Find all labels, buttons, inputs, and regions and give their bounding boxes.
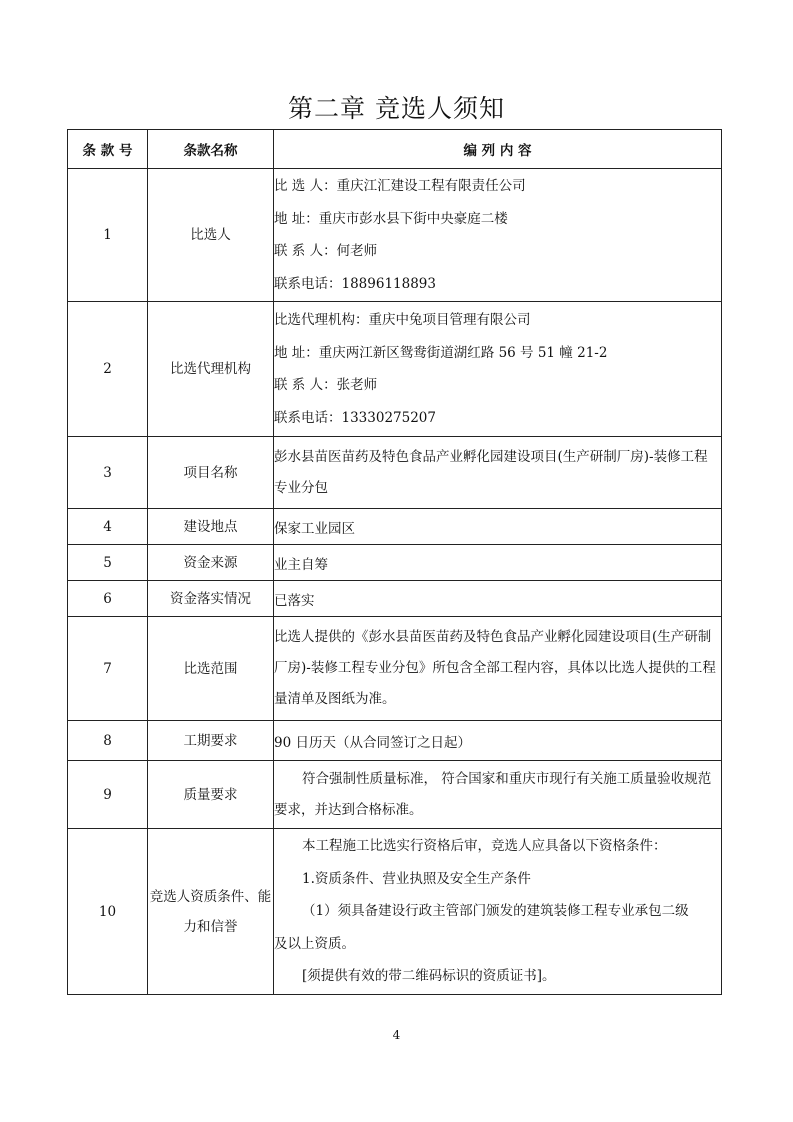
clause-content [274,437,722,509]
instructions-table [67,129,722,995]
clause-number: 3 [68,437,148,509]
table-row [68,437,722,509]
table-header-row [68,130,722,169]
table-row [68,302,722,437]
table-row [68,545,722,581]
content-line: 地 址：重庆市彭水县下街中央豪庭二楼 [274,210,508,227]
clause-number: 2 [68,302,148,437]
clause-name: 资金落实情况 [148,581,274,617]
clause-number: 6 [68,581,148,617]
clause-name: 建设地点 [148,509,274,545]
table-row [68,617,722,721]
content-line: [须提供有效的带二维码标识的资质证书]。 [302,968,556,985]
table-row [68,761,722,829]
table-row [68,581,722,617]
clause-number: 8 [68,721,148,761]
content-text: 90 日历天（从合同签订之日起） [274,734,471,751]
clause-number: 1 [68,169,148,302]
content-line: 比 选 人：重庆江汇建设工程有限责任公司 [274,178,526,194]
clause-number: 4 [68,509,148,545]
header-clause-no: 条 款 号 [68,130,148,169]
page-number: 4 [392,1028,401,1042]
content-line: 本工程施工比选实行资格后审，竞选人应具备以下资格条件： [302,838,667,855]
clause-content [274,545,722,581]
content-line: 1.资质条件、营业执照及安全生产条件 [302,870,531,887]
clause-content [274,829,722,995]
content-line: 联系电话：18896118893 [274,275,436,292]
clause-content [274,509,722,545]
table-row [68,509,722,545]
clause-name: 比选范围 [148,617,274,721]
content-text: 比选人提供的《彭水县苗医苗药及特色食品产业孵化园建设项目(生产研制厂房)-装修工程专业分包》所包含全部工程内容，具体以比选人提供的工程量清单及图纸为准。 [274,629,716,707]
table-row [68,829,722,995]
content-line: 及以上资质。 [274,935,355,952]
content-line: 比选代理机构：重庆中兔项目管理有限公司 [274,312,531,328]
clause-content [274,721,722,761]
content-line: 联 系 人：张老师 [274,377,378,393]
header-content: 编 列 内 容 [274,130,722,169]
clause-content [274,581,722,617]
clause-number: 5 [68,545,148,581]
clause-number: 9 [68,761,148,829]
content-text: 符合强制性质量标准， 符合国家和重庆市现行有关施工质量验收规范要求，并达到合格标准。 [274,770,712,818]
content-line: 联系电话：13330275207 [274,409,436,426]
clause-name: 项目名称 [148,437,274,509]
clause-number: 10 [68,829,148,995]
clause-content [274,302,722,437]
content-line: （1）须具备建设行政主管部门颁发的建筑装修工程专业承包二级 [302,903,689,920]
clause-name: 质量要求 [148,761,274,829]
clause-name: 比选人 [148,169,274,302]
content-text: 业主自筹 [274,556,328,573]
clause-name: 比选代理机构 [148,302,274,437]
clause-content [274,617,722,721]
content-line: 地 址：重庆两江新区鸳鸯街道湖红路 56 号 51 幢 21-2 [274,344,608,361]
clause-name: 竞选人资质条件、能力和信誉 [148,829,274,995]
clause-content [274,169,722,302]
page-title: 第二章 竞选人须知 [288,94,505,123]
content-text: 已落实 [274,592,315,609]
header-clause-name: 条款名称 [148,130,274,169]
table-row [68,169,722,302]
content-line: 联 系 人：何老师 [274,243,378,259]
content-text: 彭水县苗医苗药及特色食品产业孵化园建设项目(生产研制厂房)-装修工程专业分包 [274,448,708,496]
content-text: 保家工业园区 [274,520,355,537]
clause-content [274,761,722,829]
clause-number: 7 [68,617,148,721]
clause-name: 工期要求 [148,721,274,761]
table-row [68,721,722,761]
clause-name: 资金来源 [148,545,274,581]
